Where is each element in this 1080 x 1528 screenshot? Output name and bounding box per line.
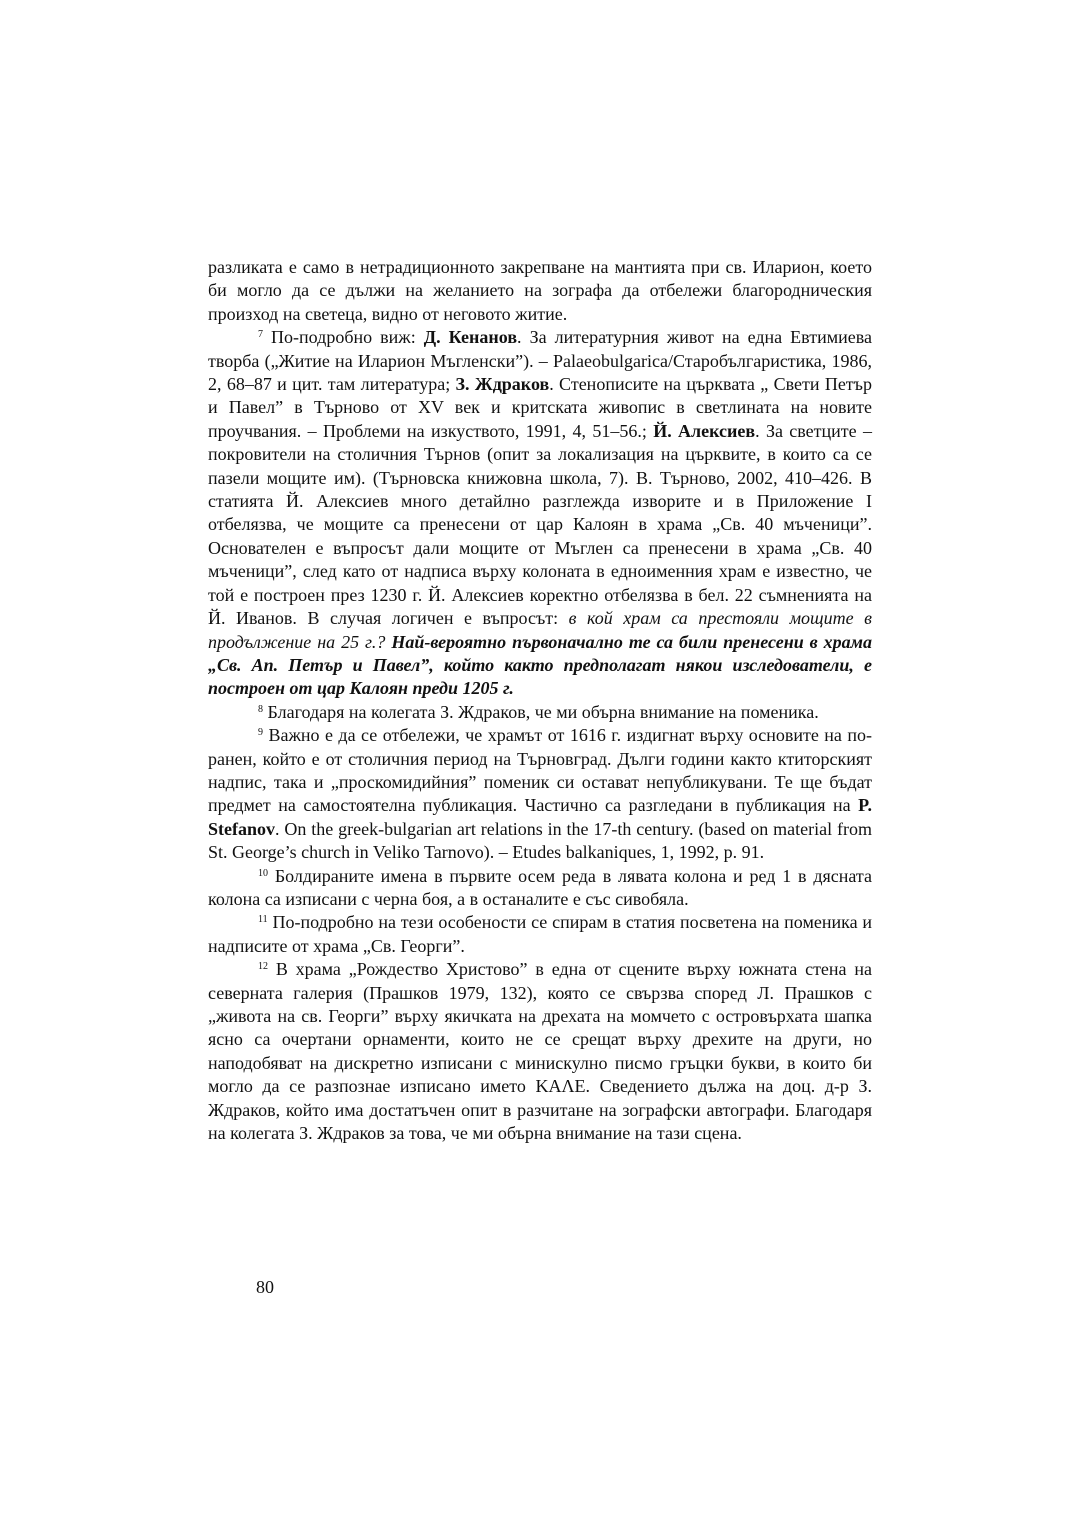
footnote-7 [208, 326, 872, 701]
footnote-8 [208, 701, 872, 724]
footnote-text-run: . Стенописите на църквата „ Свети Петър и Павел” в Търново от XV век и критската живопис в светлината на новите проучвания. – Проблеми на изкуството, 1991, 4, 51–56.; [208, 374, 872, 441]
footnote-text-run: Д. Кенанов [423, 327, 518, 348]
footnote-text-run: Болдираните имена в първите осем реда в лявата колона и ред 1 в дясната колона са изписани с черна боя, а в останалите е със сивобяла. [208, 865, 873, 909]
footnote-text-run: Най-вероятно първоначално те са били пренесени в храма „Св. Ап. Петър и Павел”, който както предполагат някои изследователи, е построен от цар Калоян преди 1205 г. [208, 631, 873, 699]
footnote-list [208, 326, 872, 1145]
footnote-number: 9 [258, 727, 263, 739]
footnote-12 [208, 958, 872, 1145]
footnote-text-run: Благодаря на колегата З. Ждраков, че ми обърна внимание на поменика. [267, 701, 819, 722]
footnotes-block [208, 256, 872, 1145]
footnote-text-run: . За литературния живот на една Евтимиева творба („Житие на Иларион Мъгленски”). – Palaeobulgarica/Старобългаристика, 1986, 2, 68–87 и цит. там литература; [208, 327, 872, 395]
footnote-text-run: В храма „Рождество Христово” в една от сцените върху южната стена на северната галерия (Прашков 1979, 132), която се свързва според Л. Прашков с „живота на св. Георги” върху якичката на дрехата на момчето с островърхата шапка ясно са очертани орнаменти, които не се срещат върху дрехите на други, но наподобяват на дискретно изписани с минискулно писмо гръцки букви, в които би могло да се разпознае изписано името ΚΑΛΕ. Сведението дължа на доц. д-р З. Ждраков, който има достатъчен опит в разчитане на зографски автографи. Благодаря на колегата З. Ждраков за това, че ми обърна внимание на тази сцена. [208, 959, 872, 1144]
footnote-text-run: Важно е да се отбележи, че храмът от 1616 г. издигнат върху основите на по-ранен, който е от столичния период на Търновград. Дълги години както ктиторският надпис, така и „проскомидийния” поменик си остават непубликувани. Те ще бъдат предмет на самостоятелна публикация. Частично са разгледани в публикация на [208, 725, 873, 816]
footnote-text-run: Й. Алексиев [653, 420, 756, 441]
footnote-text-run: По-подробно на тези особености се спирам в статия посветена на поменика и надписите от храма „Св. Георги”. [208, 912, 872, 956]
footnote-number: 8 [258, 703, 263, 715]
continuation-paragraph: разликата е само в нетрадиционното закрепване на мантията при св. Иларион, което би могло да се дължи на желанието на зографа да отбележи благородническия произход на светеца, видно от неговото житие. [208, 257, 872, 324]
footnote-text-run: По-подробно виж: [271, 327, 424, 348]
footnote-number: 7 [258, 329, 263, 341]
footnote-9 [208, 724, 872, 864]
footnote-text-run: . За светците – покровители на столичния Търнов (опит за локализация на църквите, в които са се пазели мощите им). (Търновска книжовна школа, 7). В. Търново, 2002, 410–426. В статията Й. Алексиев много детайлно разглежда изворите и в Приложение I отбелязва, че мощите са пренесени от цар Калоян в храма „Св. 40 мъченици”. Основателен е въпросът дали мощите от Мъглен са пренесени в храма „Св. 40 мъченици”, след като от надписа върху колоната в едноименния храм е известно, че той е построен през 1230 г. Й. Алексиев коректно отбелязва в бел. 22 съмненията на Й. Иванов. В случая логичен е въпросът: [208, 420, 872, 629]
footnote-text-run: в кой храм са престояли мощите в продължение на 25 г.? [208, 608, 872, 652]
footnote-text-run: З. Ждраков [455, 374, 550, 395]
footnote-number: 11 [258, 914, 268, 926]
footnote-number: 12 [258, 961, 268, 973]
footnote-text-run: P. Stefanov [208, 795, 872, 839]
footnote-text-run: . On the greek-bulgarian art relations in the 17-th century. (based on material from St. George’s church in Veliko Tarnovo). – Etudes balkaniques, 1, 1992, p. 91. [208, 818, 872, 863]
footnote-number: 10 [258, 867, 268, 879]
footnote-11 [208, 911, 872, 958]
page-number: 80 [256, 1277, 274, 1297]
footnote-10 [208, 865, 872, 912]
